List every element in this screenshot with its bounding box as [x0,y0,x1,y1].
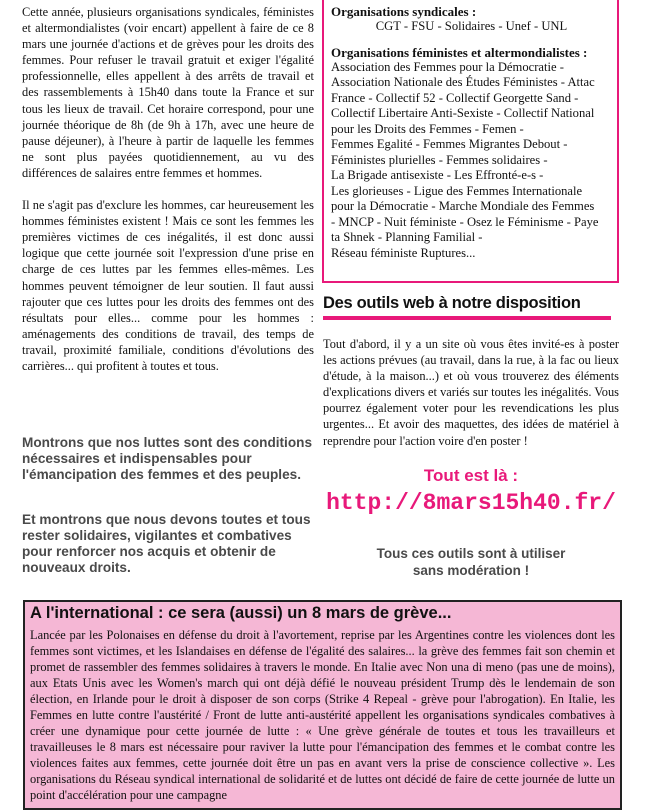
web-tools-body [323,336,619,449]
syndicales-heading: Organisations syndicales : [331,4,477,19]
org-line: ta Shnek - Planning Familial - [331,230,483,244]
tools-note-line1: Tous ces outils sont à utiliser [376,546,566,561]
org-line: - MNCP - Nuit féministe - Osez le Féminisme - Paye [331,214,599,229]
international-box [23,600,622,810]
org-line: Les glorieuses - Ligue des Femmes Internationale [331,183,583,198]
org-line: Association des Femmes pour la Démocratie - [331,59,564,74]
org-line: pour les Droits des Femmes - Femen - [331,121,524,136]
syndicales-list: CGT - FSU - Solidaires - Unef - UNL [375,19,568,33]
web-tools-heading [323,294,617,313]
international-paragraph: Lancée par les Polonaises en défense du droit à l'avortement, reprise par les Argentines contre les violences dont les femmes sont victimes, et les Islandaises en défense de l'égalité des salaires... la grève des femmes fait son chemin et promet de rassembler des femmes solidaires à travers le monde. En Italie avec Non una di meno (pas une de moins), aux Etats Unis avec les Women's march qui ont déjà défié le nouveau président Trump dès le lendemain de son élection, en Irlande pour le droit à disposer de son corps (Strike 4 Repeal - grève pour l'abrogation). En Italie, les Femmes en lutte contre l'austérité / Front de lutte anti-austérité appellent les organisations syndicales combatives à créer une dynamique pour cette journée de lutte : « Une grève générale de toutes et tous les travailleurs et travailleuses le 8 mars est nécessaire pour raviver la lutte pour l'émancipation des femmes et le combat contre les violences faites aux femmes, cette journée doit être un pas en avant vers la prise de conscience collective ». Les organisations du Réseau syndical international de solidarité et de luttes ont décidé de faire de cette journée de lutte un point d'accélération pour une campagne [30,628,615,802]
intro-paragraph: Cette année, plusieurs organisations syndicales, féministes et altermondialistes (voir encart) appellent à faire de ce 8 mars une journée d'actions et de grèves pour les droits des femmes. Pour refuser le travail gratuit et exiger l'égalité professionnelle, elles appellent à des arrêts de travail et des rassemblements à 15h40 dans toute la France et sur tous les lieux de travail. Cet horaire correspond, pour une journée théorique de 8h (de 9h à 17h, avec une heure de pause déjeuner), à l'heure à partir de laquelle les femmes ne sont plus payées quotidiennement, au vu des différences de salaires entre femmes et hommes. [22,5,314,180]
org-line: Féministes plurielles - Femmes solidaires - [331,152,548,167]
org-line: La Brigade antisexiste - Les Effronté-e-s - [331,168,544,182]
slogan-emancipation: Montrons que nos luttes sont des conditions nécessaires et indispensables pour l'émancipation des femmes et des peuples. [22,435,313,482]
heading-underline [323,316,611,320]
feministes-heading: Organisations féministes et altermondialistes : [331,44,588,60]
tools-note [324,545,618,579]
web-tools-title: Des outils web à notre disposition [323,294,581,312]
men-paragraph: Il ne s'agit pas d'exclure les hommes, car heureusement les hommes féministes existent ! Mais ce sont les femmes les premières victimes de ces inégalités, il est donc aussi logique que cette journée soit l'expression d'une prise en charge de ces luttes par les femmes elles-mêmes. Les hommes peuvent témoigner de leur soutien. Il faut aussi rajouter que ces luttes pour les droits des femmes ont des résultats pour elles... comme pour les hommes : aménagements des conditions de travail, des temps de travail, proximité familiale, conditions d'évolutions des carrières... qui profitent à toutes et tous. [22,198,314,373]
org-line: Association Nationale des Études Féministes - Attac [331,75,595,89]
slogan-solidarity: Et montrons que nous devons toutes et tous rester solidaires, vigilantes et combatives pour renforcer nos acquis et obtenir de nouveaux droits. [22,512,311,575]
org-line: Collectif Libertaire Anti-Sexiste - Collectif National [331,106,595,120]
tools-note-line2: sans modération ! [412,563,530,578]
org-line: Réseau féministe Ruptures... [331,245,476,260]
org-line: pour la Démocratie - Marche Mondiale des Femmes [331,199,595,213]
org-line: Femmes Egalité - Femmes Migrantes Debout - [331,137,568,151]
org-line: France - Collectif 52 - Collectif Georgette Sand - [331,90,579,105]
web-tools-paragraph: Tout d'abord, il y a un site où vous êtes invité-es à poster les actions prévues (au travail, dans la rue, à la fac ou lieux d'étude, à la maison...) et où vous trouverez des éléments d'explications divers et variés sur toutes les inégalités. Vous pourrez également voter pour les revendications les plus urgentes... Et avoir des maquettes, des idées de matériel à reprendre pour l'action voire d'en poster ! [323,337,619,448]
campaign-url-link[interactable]: http://8mars15h40.fr/ [326,490,616,516]
organisations-box [322,0,619,283]
international-title: A l'international : ce sera (aussi) un 8 mars de grève... [30,604,452,622]
tout-est-la-label: Tout est là : [423,466,519,485]
left-column [22,4,314,390]
